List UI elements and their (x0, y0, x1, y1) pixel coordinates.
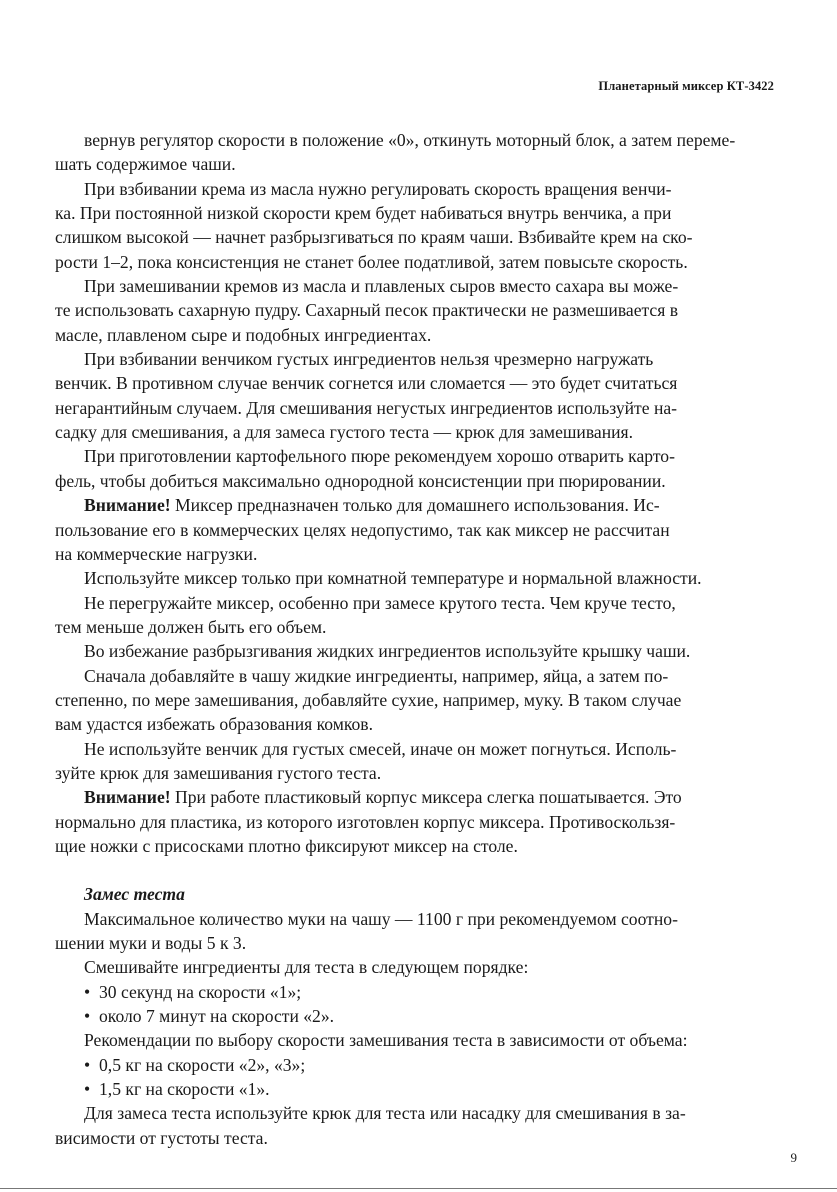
text-line: висимости от густоты теста. (55, 1127, 268, 1148)
page-number: 9 (790, 1150, 797, 1165)
text-line: Не перегружайте миксер, особенно при замесе крутого теста. Чем круче тесто, (84, 592, 676, 613)
bullet-marker: • (84, 1079, 91, 1100)
recommendations-intro: Рекомендации по выбору скорости замешивания теста в зависимости от объема: (84, 1030, 688, 1051)
list-item-text: 0,5 кг на скорости «2», «3»; (99, 1054, 306, 1075)
text-line: на коммерческие нагрузки. (55, 543, 258, 564)
text-line: рости 1–2, пока консистенция не станет более податливой, затем повысьте скорость. (55, 251, 688, 272)
bullet-marker: • (84, 981, 91, 1002)
text-line: садку для смешивания, а для замеса густого теста — крюк для замешивания. (55, 422, 634, 443)
order-intro: Смешивайте ингредиенты для теста в следующем порядке: (84, 957, 529, 978)
text-line: шать содержимое чаши. (55, 154, 236, 175)
list-item (55, 1053, 767, 1077)
body-paragraph (55, 493, 767, 566)
body-paragraph (55, 444, 767, 493)
list-item (55, 980, 767, 1004)
text-line: фель, чтобы добиться максимально однородной консистенции при пюрировании. (55, 470, 666, 491)
text-line: щие ножки с присосками плотно фиксируют миксер на столе. (55, 835, 518, 856)
text-line: Сначала добавляйте в чашу жидкие ингредиенты, например, яйца, а затем по- (84, 665, 669, 686)
text-line: ка. При постоянной низкой скорости крем будет набиваться внутрь венчика, а при (55, 203, 672, 224)
text-line: шении муки и воды 5 к 3. (55, 933, 247, 953)
section-gap (55, 858, 767, 882)
list-item (55, 1077, 767, 1101)
body-paragraph (55, 591, 767, 640)
text-line: тем меньше должен быть его объем. (55, 616, 327, 637)
text-line: негарантийным случаем. Для смешивания негустых ингредиентов используйте на- (55, 397, 678, 418)
body-paragraphs (55, 128, 767, 858)
body-paragraph (55, 128, 767, 177)
body-paragraph (55, 664, 767, 737)
text-line: слишком высокой — начнет разбрызгиваться по краям чаши. Взбивайте крем на ско- (55, 227, 693, 248)
section-dough (55, 882, 767, 1150)
text-line: вам удастся избежать образования комков. (55, 714, 374, 735)
text-line: Максимальное количество муки на чашу — 1100 г при рекомендуемом соотно- (84, 908, 678, 929)
text-line: пользование его в коммерческих целях недопустимо, так как миксер не рассчитан (55, 519, 670, 540)
text-line: При взбивании крема из масла нужно регулировать скорость вращения венчи- (84, 178, 672, 199)
text-line: Миксер предназначен только для домашнего использования. Ис- (170, 495, 660, 516)
bottom-divider (0, 1188, 837, 1189)
final-paragraph (55, 1101, 767, 1150)
text-line: Для замеса теста используйте крюк для теста или насадку для смешивания в за- (84, 1103, 686, 1124)
body-paragraph (55, 785, 767, 858)
text-line: зуйте крюк для замешивания густого теста. (55, 762, 382, 783)
text-line: венчик. В противном случае венчик согнется или сломается — это будет считаться (55, 373, 678, 394)
warning-label: Внимание! (84, 495, 171, 516)
text-line: нормально для пластика, из которого изготовлен корпус миксера. Противоскользя- (55, 811, 676, 832)
text-line: Во избежание разбрызгивания жидких ингредиентов используйте крышку чаши. (84, 641, 691, 662)
section-title: Замес теста (84, 884, 185, 905)
body-paragraph (55, 639, 767, 663)
bullet-marker: • (84, 1006, 91, 1027)
text-line: При работе пластиковый корпус миксера слегка пошатывается. Это (170, 787, 682, 808)
text-line: При приготовлении картофельного пюре рекомендуем хорошо отварить карто- (84, 446, 675, 467)
text-line: Используйте миксер только при комнатной температуре и нормальной влажности. (84, 568, 702, 589)
list-item-text: 1,5 кг на скорости «1». (99, 1079, 270, 1100)
text-line: те использовать сахарную пудру. Сахарный песок практически не размешивается в (55, 300, 679, 321)
running-header: Планетарный миксер КТ-3422 (598, 79, 774, 93)
body-paragraph (55, 177, 767, 274)
warning-label: Внимание! (84, 787, 171, 808)
bullet-marker: • (84, 1054, 91, 1075)
body-paragraph (55, 274, 767, 347)
page-body (55, 128, 767, 1150)
body-paragraph (55, 347, 767, 444)
body-paragraph (55, 737, 767, 786)
list-item-text: 30 секунд на скорости «1»; (99, 981, 302, 1002)
list-item-text: около 7 минут на скорости «2». (99, 1006, 335, 1027)
list-item (55, 1004, 767, 1028)
max-flour-paragraph (55, 907, 767, 956)
body-paragraph (55, 566, 767, 590)
text-line: масле, плавленом сыре и подобных ингредиентах. (55, 324, 432, 345)
text-line: Не используйте венчик для густых смесей, иначе он может погнуться. Исполь- (84, 738, 677, 759)
text-line: степенно, по мере замешивания, добавляйте сухие, например, муку. В таком случае (55, 689, 682, 710)
text-line: При замешивании кремов из масла и плавленых сыров вместо сахара вы може- (84, 276, 679, 297)
text-line: При взбивании венчиком густых ингредиентов нельзя чрезмерно нагружать (84, 349, 654, 370)
text-line: вернув регулятор скорости в положение «0», откинуть моторный блок, а затем переме- (84, 130, 736, 150)
